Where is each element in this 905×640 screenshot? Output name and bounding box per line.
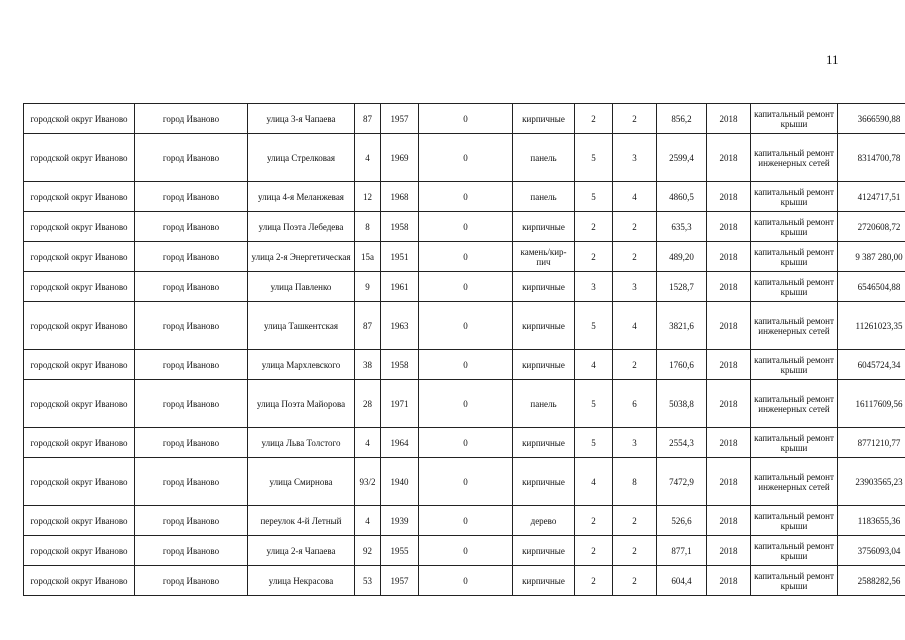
entrances-cell: 3 [613,272,657,302]
zero-cell: 0 [419,458,513,506]
plan-year-cell: 2018 [707,536,751,566]
city-cell: город Иваново [135,104,248,134]
work-type-cell: капитальный ремонт крыши [751,536,838,566]
house-number-cell: 87 [355,302,381,350]
entrances-cell: 2 [613,566,657,596]
buildings-table [23,103,905,596]
wall-material-cell: панель [513,380,575,428]
city-cell: город Иваново [135,428,248,458]
district-cell: городской округ Иваново [24,350,135,380]
house-number-cell: 9 [355,272,381,302]
house-number-cell: 92 [355,536,381,566]
table-row [24,242,905,272]
street-cell: улица Поэта Лебедева [248,212,355,242]
table-row [24,104,905,134]
zero-cell: 0 [419,182,513,212]
zero-cell: 0 [419,428,513,458]
floors-cell: 5 [575,302,613,350]
work-type-cell: капитальный ремонт крыши [751,242,838,272]
district-cell: городской округ Иваново [24,428,135,458]
district-cell: городской округ Иваново [24,272,135,302]
city-cell: город Иваново [135,506,248,536]
cost-cell: 1183655,36 [838,506,905,536]
city-cell: город Иваново [135,380,248,428]
city-cell: город Иваново [135,350,248,380]
work-type-cell: капитальный ремонт инженерных сетей [751,302,838,350]
area-cell: 1528,7 [657,272,707,302]
city-cell: город Иваново [135,458,248,506]
area-cell: 2554,3 [657,428,707,458]
plan-year-cell: 2018 [707,302,751,350]
street-cell: улица Стрелковая [248,134,355,182]
floors-cell: 5 [575,182,613,212]
cost-cell: 16117609,56 [838,380,905,428]
district-cell: городской округ Иваново [24,134,135,182]
house-number-cell: 12 [355,182,381,212]
district-cell: городской округ Иваново [24,380,135,428]
build-year-cell: 1955 [381,536,419,566]
house-number-cell: 87 [355,104,381,134]
zero-cell: 0 [419,134,513,182]
build-year-cell: 1964 [381,428,419,458]
work-type-cell: капитальный ремонт крыши [751,272,838,302]
table-row [24,212,905,242]
zero-cell: 0 [419,272,513,302]
floors-cell: 5 [575,428,613,458]
build-year-cell: 1968 [381,182,419,212]
zero-cell: 0 [419,536,513,566]
build-year-cell: 1951 [381,242,419,272]
house-number-cell: 93/2 [355,458,381,506]
entrances-cell: 2 [613,536,657,566]
build-year-cell: 1957 [381,104,419,134]
build-year-cell: 1957 [381,566,419,596]
area-cell: 489,20 [657,242,707,272]
area-cell: 2599,4 [657,134,707,182]
street-cell: улица Смирнова [248,458,355,506]
house-number-cell: 28 [355,380,381,428]
wall-material-cell: камень/кир-пич [513,242,575,272]
street-cell: улица 4-я Меланжевая [248,182,355,212]
house-number-cell: 8 [355,212,381,242]
build-year-cell: 1940 [381,458,419,506]
work-type-cell: капитальный ремонт крыши [751,182,838,212]
table-row [24,182,905,212]
cost-cell: 6045724,34 [838,350,905,380]
build-year-cell: 1969 [381,134,419,182]
zero-cell: 0 [419,104,513,134]
wall-material-cell: кирпичные [513,302,575,350]
district-cell: городской округ Иваново [24,506,135,536]
street-cell: улица 2-я Энергетическая [248,242,355,272]
page-number: 11 [826,52,839,67]
wall-material-cell: кирпичные [513,212,575,242]
street-cell: улица 2-я Чапаева [248,536,355,566]
wall-material-cell: кирпичные [513,458,575,506]
cost-cell: 9 387 280,00 [838,242,905,272]
zero-cell: 0 [419,302,513,350]
entrances-cell: 2 [613,350,657,380]
build-year-cell: 1958 [381,350,419,380]
street-cell: улица Павленко [248,272,355,302]
city-cell: город Иваново [135,134,248,182]
house-number-cell: 4 [355,428,381,458]
area-cell: 7472,9 [657,458,707,506]
wall-material-cell: кирпичные [513,428,575,458]
work-type-cell: капитальный ремонт крыши [751,350,838,380]
house-number-cell: 15а [355,242,381,272]
street-cell: улица Ташкентская [248,302,355,350]
entrances-cell: 4 [613,302,657,350]
work-type-cell: капитальный ремонт крыши [751,104,838,134]
work-type-cell: капитальный ремонт инженерных сетей [751,380,838,428]
work-type-cell: капитальный ремонт крыши [751,566,838,596]
cost-cell: 8314700,78 [838,134,905,182]
city-cell: город Иваново [135,242,248,272]
table-row [24,380,905,428]
cost-cell: 6546504,88 [838,272,905,302]
cost-cell: 23903565,23 [838,458,905,506]
wall-material-cell: панель [513,134,575,182]
floors-cell: 5 [575,380,613,428]
entrances-cell: 2 [613,506,657,536]
table-row [24,302,905,350]
floors-cell: 4 [575,350,613,380]
build-year-cell: 1958 [381,212,419,242]
table-row [24,536,905,566]
house-number-cell: 4 [355,506,381,536]
table-row [24,458,905,506]
work-type-cell: капитальный ремонт крыши [751,428,838,458]
district-cell: городской округ Иваново [24,104,135,134]
wall-material-cell: кирпичные [513,272,575,302]
area-cell: 5038,8 [657,380,707,428]
street-cell: переулок 4-й Летный [248,506,355,536]
wall-material-cell: кирпичные [513,566,575,596]
area-cell: 856,2 [657,104,707,134]
floors-cell: 3 [575,272,613,302]
table-row [24,428,905,458]
cost-cell: 2588282,56 [838,566,905,596]
cost-cell: 2720608,72 [838,212,905,242]
district-cell: городской округ Иваново [24,212,135,242]
floors-cell: 5 [575,134,613,182]
wall-material-cell: кирпичные [513,104,575,134]
floors-cell: 2 [575,506,613,536]
plan-year-cell: 2018 [707,242,751,272]
district-cell: городской округ Иваново [24,536,135,566]
work-type-cell: капитальный ремонт инженерных сетей [751,458,838,506]
city-cell: город Иваново [135,272,248,302]
build-year-cell: 1961 [381,272,419,302]
floors-cell: 2 [575,104,613,134]
district-cell: городской округ Иваново [24,566,135,596]
wall-material-cell: кирпичные [513,536,575,566]
entrances-cell: 3 [613,134,657,182]
street-cell: улица Мархлевского [248,350,355,380]
table-row [24,350,905,380]
zero-cell: 0 [419,506,513,536]
entrances-cell: 6 [613,380,657,428]
city-cell: город Иваново [135,566,248,596]
cost-cell: 3666590,88 [838,104,905,134]
entrances-cell: 4 [613,182,657,212]
table-row [24,506,905,536]
build-year-cell: 1971 [381,380,419,428]
table-row [24,134,905,182]
city-cell: город Иваново [135,212,248,242]
cost-cell: 3756093,04 [838,536,905,566]
work-type-cell: капитальный ремонт инженерных сетей [751,134,838,182]
plan-year-cell: 2018 [707,506,751,536]
floors-cell: 2 [575,536,613,566]
entrances-cell: 2 [613,212,657,242]
plan-year-cell: 2018 [707,212,751,242]
build-year-cell: 1939 [381,506,419,536]
district-cell: городской округ Иваново [24,242,135,272]
work-type-cell: капитальный ремонт крыши [751,212,838,242]
plan-year-cell: 2018 [707,428,751,458]
cost-cell: 11261023,35 [838,302,905,350]
wall-material-cell: панель [513,182,575,212]
work-type-cell: капитальный ремонт крыши [751,506,838,536]
zero-cell: 0 [419,566,513,596]
plan-year-cell: 2018 [707,104,751,134]
house-number-cell: 38 [355,350,381,380]
entrances-cell: 2 [613,242,657,272]
house-number-cell: 53 [355,566,381,596]
floors-cell: 2 [575,242,613,272]
zero-cell: 0 [419,242,513,272]
table-row [24,566,905,596]
city-cell: город Иваново [135,302,248,350]
plan-year-cell: 2018 [707,134,751,182]
street-cell: улица Льва Толстого [248,428,355,458]
build-year-cell: 1963 [381,302,419,350]
table-row [24,272,905,302]
area-cell: 1760,6 [657,350,707,380]
floors-cell: 2 [575,212,613,242]
plan-year-cell: 2018 [707,182,751,212]
area-cell: 877,1 [657,536,707,566]
plan-year-cell: 2018 [707,380,751,428]
plan-year-cell: 2018 [707,350,751,380]
zero-cell: 0 [419,380,513,428]
wall-material-cell: кирпичные [513,350,575,380]
entrances-cell: 8 [613,458,657,506]
area-cell: 526,6 [657,506,707,536]
floors-cell: 4 [575,458,613,506]
district-cell: городской округ Иваново [24,182,135,212]
street-cell: улица Поэта Майорова [248,380,355,428]
plan-year-cell: 2018 [707,458,751,506]
area-cell: 604,4 [657,566,707,596]
house-number-cell: 4 [355,134,381,182]
entrances-cell: 2 [613,104,657,134]
zero-cell: 0 [419,212,513,242]
wall-material-cell: дерево [513,506,575,536]
cost-cell: 4124717,51 [838,182,905,212]
area-cell: 4860,5 [657,182,707,212]
district-cell: городской округ Иваново [24,302,135,350]
plan-year-cell: 2018 [707,272,751,302]
area-cell: 635,3 [657,212,707,242]
street-cell: улица 3-я Чапаева [248,104,355,134]
city-cell: город Иваново [135,182,248,212]
cost-cell: 8771210,77 [838,428,905,458]
zero-cell: 0 [419,350,513,380]
floors-cell: 2 [575,566,613,596]
street-cell: улица Некрасова [248,566,355,596]
plan-year-cell: 2018 [707,566,751,596]
entrances-cell: 3 [613,428,657,458]
district-cell: городской округ Иваново [24,458,135,506]
area-cell: 3821,6 [657,302,707,350]
city-cell: город Иваново [135,536,248,566]
